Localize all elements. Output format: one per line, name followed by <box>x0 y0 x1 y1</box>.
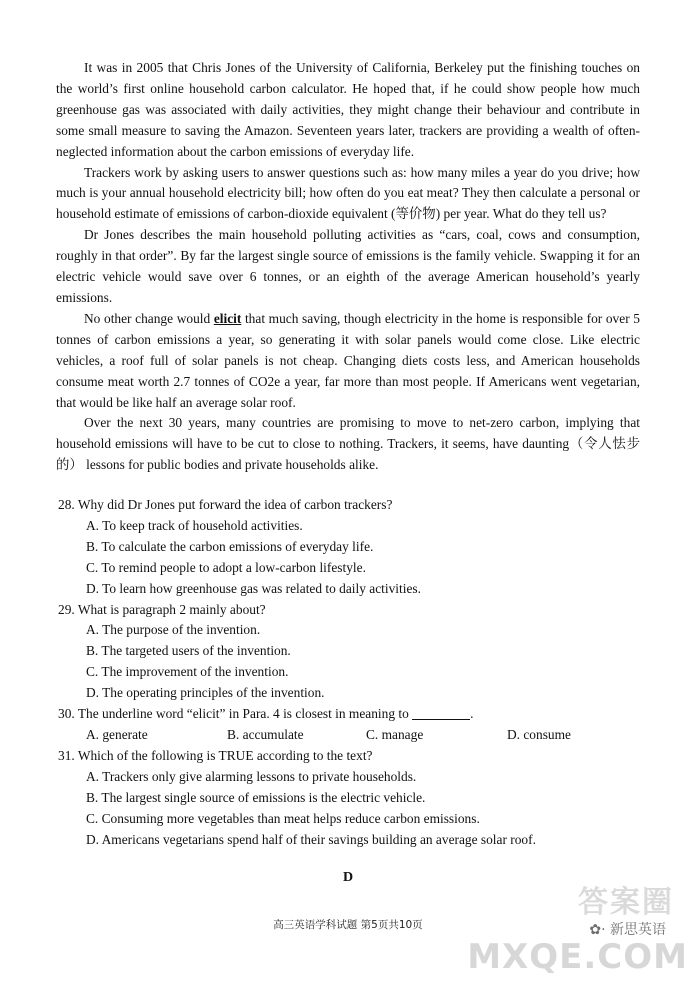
paragraph-4-after: that much saving, though electricity in the home is responsible for over 5 tonnes of carbon emissions a year, so generating it with solar panels would come close. Like electric vehicles, a roof full of solar panels is not cheap. Changing diets costs less, and American households consume meat worth 2.7 tonnes of CO2e a year, far more than most people. If Americans went vegetarian, that would be like half an average solar roof. <box>56 310 640 410</box>
question-stem: 28. Why did Dr Jones put forward the idea of carbon trackers? <box>58 497 393 512</box>
option-a: A. generate <box>86 726 148 742</box>
underlined-word: elicit <box>213 310 242 326</box>
reading-passage <box>56 58 640 476</box>
option-b: B. To calculate the carbon emissions of everyday life. <box>86 538 374 554</box>
option-d: D. Americans vegetarians spend half of their savings building an average solar roof. <box>86 831 536 847</box>
question-stem-row <box>58 704 642 725</box>
paragraph-5: Over the next 30 years, many countries are promising to move to net-zero carbon, implying that household emissions will have to be cut to close to nothing. Trackers, it seems, have daunting（令人怯步的） lessons for public bodies and private households alike. <box>56 415 640 473</box>
option-d: D. consume <box>507 726 571 742</box>
option-a: A. Trackers only give alarming lessons to private households. <box>86 768 417 784</box>
option-d: D. To learn how greenhouse gas was related to daily activities. <box>86 580 421 596</box>
option-c: C. To remind people to adopt a low-carbon lifestyle. <box>86 559 366 575</box>
question-29 <box>58 600 642 705</box>
paragraph-1: It was in 2005 that Chris Jones of the University of California, Berkeley put the finishing touches on the world’s first online household carbon calculator. He hoped that, if he could show people how much greenhouse gas was associated with daily activities, they might change their behaviour and contribute in some small measure to saving the Amazon. Seventeen years later, trackers are providing a wealth of often-neglected information about the carbon emissions of everyday life. <box>56 60 640 159</box>
option-a: A. To keep track of household activities. <box>86 517 303 533</box>
section-heading: D <box>342 870 354 885</box>
paragraph-4 <box>56 309 640 414</box>
watermark <box>467 877 688 977</box>
watermark-logo-text: 答案圈 <box>578 885 674 920</box>
option-a: A. The purpose of the invention. <box>86 622 261 638</box>
stem-period: . <box>470 706 474 722</box>
paragraph-3: Dr Jones describes the main household polluting activities as “cars, coal, cows and consumption, roughly in that order”. By far the largest single source of emissions is the family vehicle. Swapping it for an electric vehicle would save over 6 tonnes, or an eighth of the average American household’s yearly emissions. <box>56 227 640 305</box>
option-c: C. Consuming more vegetables than meat helps reduce carbon emissions. <box>86 810 480 826</box>
paragraph-2: Trackers work by asking users to answer questions such as: how many miles a year do you drive; how much is your annual household electricity bill; how often do you eat meat? They then calculate a personal or household estimate of emissions of carbon-dioxide equivalent (等价物) per year. What do they tell us? <box>56 164 640 222</box>
watermark-brand: ✿· 新思英语 <box>589 922 666 938</box>
question-stem: 30. The underline word “elicit” in Para. 4 is closest in meaning to <box>58 706 409 722</box>
option-d: D. The operating principles of the invention. <box>86 685 325 701</box>
question-stem: 29. What is paragraph 2 mainly about? <box>58 601 266 617</box>
question-list <box>58 495 642 850</box>
option-b: B. accumulate <box>227 726 304 742</box>
watermark-site: MXQE.COM <box>467 937 688 977</box>
question-28 <box>58 495 642 600</box>
question-30 <box>58 704 642 746</box>
paragraph-4-before: No other change would <box>84 310 214 326</box>
option-c: C. The improvement of the invention. <box>86 664 289 680</box>
page-footer: 高三英语学科试题 第5页共10页 <box>273 919 423 931</box>
question-stem: 31. Which of the following is TRUE according to the text? <box>58 747 373 763</box>
option-b: B. The targeted users of the invention. <box>86 643 291 659</box>
option-b: B. The largest single source of emissions is the electric vehicle. <box>86 789 426 805</box>
option-c: C. manage <box>366 726 424 742</box>
options-row <box>86 725 642 746</box>
answer-blank <box>412 706 470 720</box>
question-31 <box>58 746 642 851</box>
